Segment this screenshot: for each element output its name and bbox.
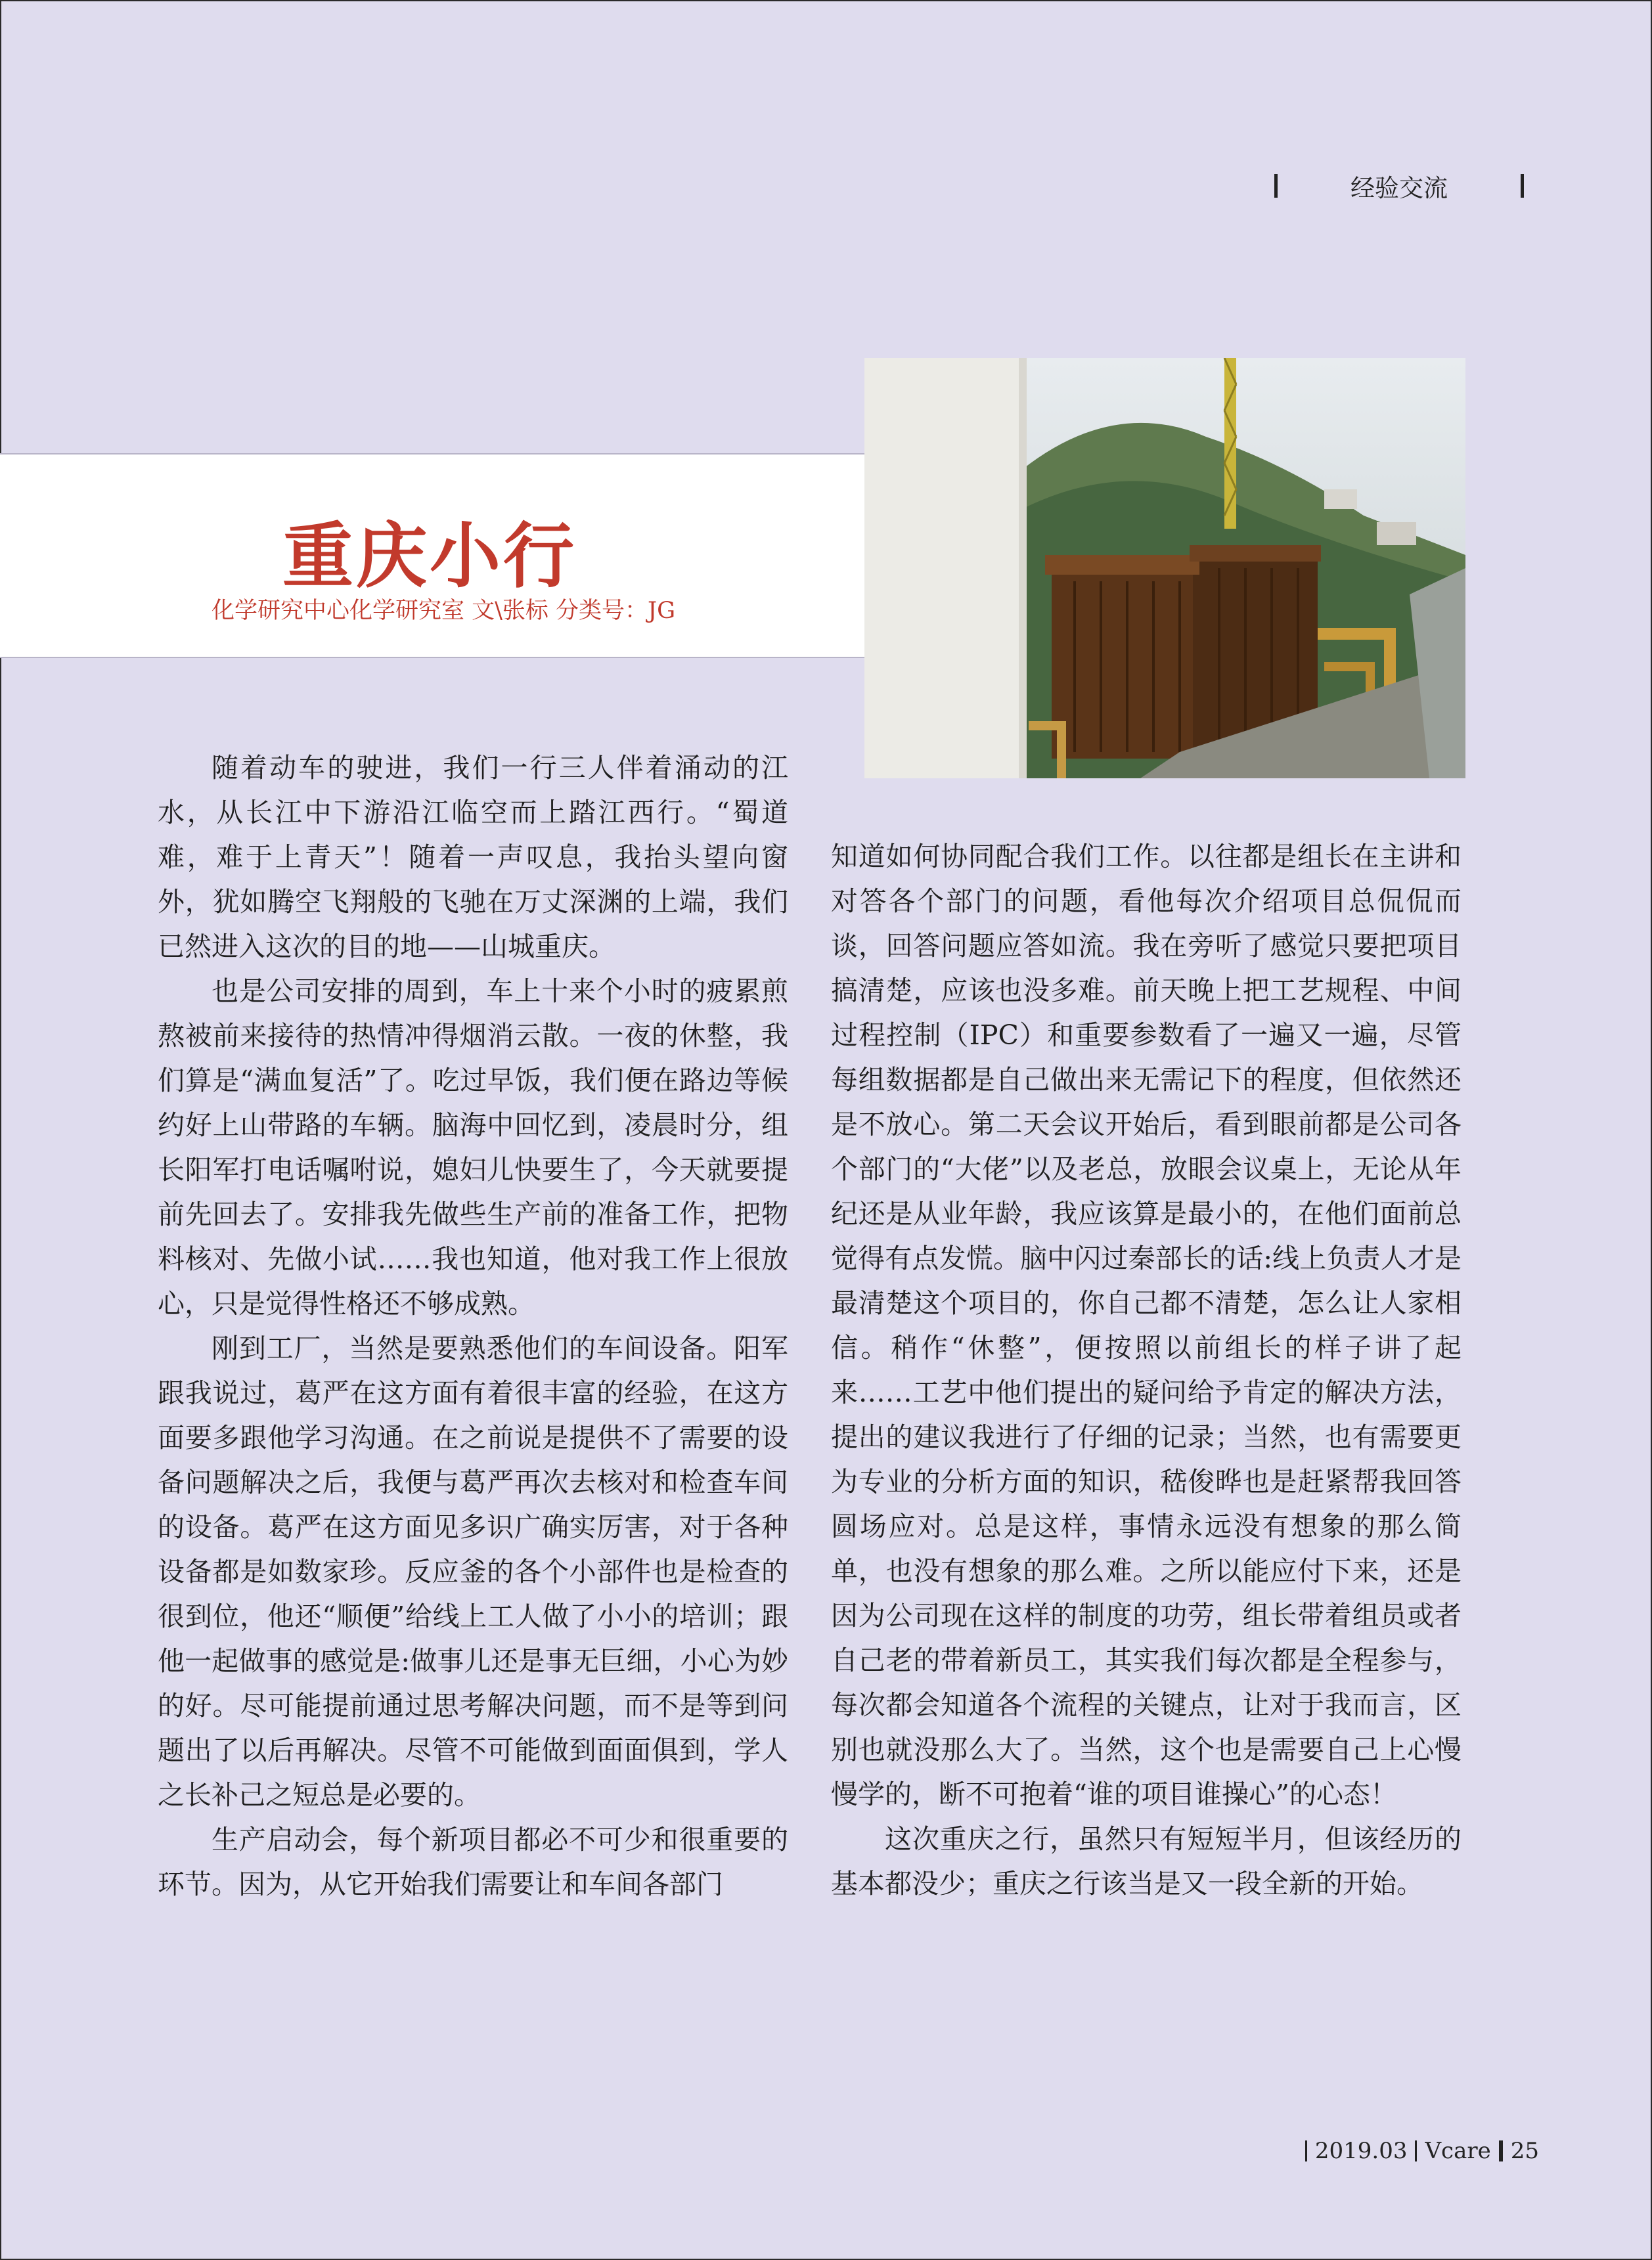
article-byline: 化学研究中心化学研究室 文\张标 分类号：JG — [212, 598, 676, 624]
footer-divider — [1415, 2140, 1417, 2161]
article-title: 重庆小行 — [282, 516, 577, 598]
page-footer — [1305, 2138, 1539, 2164]
header-divider-left — [1274, 174, 1278, 198]
paragraph: 生产启动会，每个新项目都必不可少和很重要的环节。因为，从它开始我们需要让和车间各部门 — [158, 1824, 788, 1900]
section-header — [1274, 169, 1524, 202]
paragraph: 这次重庆之行，虽然只有短短半月，但该经历的基本都没少；重庆之行该当是又一段全新的开始。 — [831, 1823, 1462, 1899]
cooling-tower-photo — [864, 358, 1465, 778]
section-label: 经验交流 — [1351, 174, 1448, 202]
page-number: 25 — [1510, 2138, 1539, 2164]
footer-divider — [1499, 2140, 1503, 2161]
paragraph: 也是公司安排的周到，车上十来个小时的疲累煎熬被前来接待的热情冲得烟消云散。一夜的休整，我们算是“满血复活”了。吃过早饭，我们便在路边等候约好上山带路的车辆。脑海中回忆到，凌晨时分，组长阳军打电话嘱咐说，媳妇儿快要生了，今天就要提前先回去了。安排我先做些生产前的准备工作，把物料核对、先做小试……我也知道，他对我工作上很放心，只是觉得性格还不够成熟。 — [158, 975, 788, 1319]
article-column-right — [831, 834, 1462, 1906]
issue-date: 2019.03 — [1314, 2138, 1408, 2164]
paragraph: 知道如何协同配合我们工作。以往都是组长在主讲和对答各个部门的问题，看他每次介绍项目总侃侃而谈，回答问题应答如流。我在旁听了感觉只要把项目搞清楚，应该也没多难。前天晚上把工艺规程、中间过程控制（IPC）和重要参数看了一遍又一遍，尽管每组数据都是自己做出来无需记下的程度，但依然还是不放心。第二天会议开始后，看到眼前都是公司各个部门的“大佬”以及老总，放眼会议桌上，无论从年纪还是从业年龄，我应该算是最小的，在他们面前总觉得有点发慌。脑中闪过秦部长的话:线上负责人才是最清楚这个项目的，你自己都不清楚，怎么让人家相信。稍作“休整”，便按照以前组长的样子讲了起来……工艺中他们提出的疑问给予肯定的解决方法，提出的建议我进行了仔细的记录；当然，也有需要更为专业的分析方面的知识，嵇俊晔也是赶紧帮我回答圆场应对。总是这样，事情永远没有想象的那么简单，也没有想象的那么难。之所以能应付下来，还是因为公司现在这样的制度的功劳，组长带着组员或者自己老的带着新员工，其实我们每次都是全程参与，每次都会知道各个流程的关键点，让对于我而言，区别也就没那么大了。当然，这个也是需要自己上心慢慢学的，断不可抱着“谁的项目谁操心”的心态！ — [831, 841, 1462, 1810]
footer-divider — [1305, 2140, 1307, 2161]
header-divider-right — [1521, 174, 1524, 198]
photo-illustration — [864, 358, 1465, 778]
article-column-left — [158, 745, 788, 1907]
paragraph: 刚到工厂，当然是要熟悉他们的车间设备。阳军跟我说过，葛严在这方面有着很丰富的经验，在这方面要多跟他学习沟通。在之前说是提供不了需要的设备问题解决之后，我便与葛严再次去核对和检查车间的设备。葛严在这方面见多识广确实厉害，对于各种设备都是如数家珍。反应釜的各个小部件也是检查的很到位，他还“顺便”给线上工人做了小小的培训；跟他一起做事的感觉是:做事儿还是事无巨细，小心为妙的好。尽可能提前通过思考解决问题，而不是等到问题出了以后再解决。尽管不可能做到面面俱到，学人之长补己之短总是必要的。 — [158, 1333, 788, 1811]
paragraph: 随着动车的驶进，我们一行三人伴着涌动的江水，从长江中下游沿江临空而上踏江西行。“蜀道难，难于上青天”！随着一声叹息，我抬头望向窗外，犹如腾空飞翔般的飞驰在万丈深渊的上端，我们已然进入这次的目的地——山城重庆。 — [158, 752, 788, 962]
magazine-name: Vcare — [1425, 2138, 1491, 2164]
title-banner — [0, 453, 866, 658]
